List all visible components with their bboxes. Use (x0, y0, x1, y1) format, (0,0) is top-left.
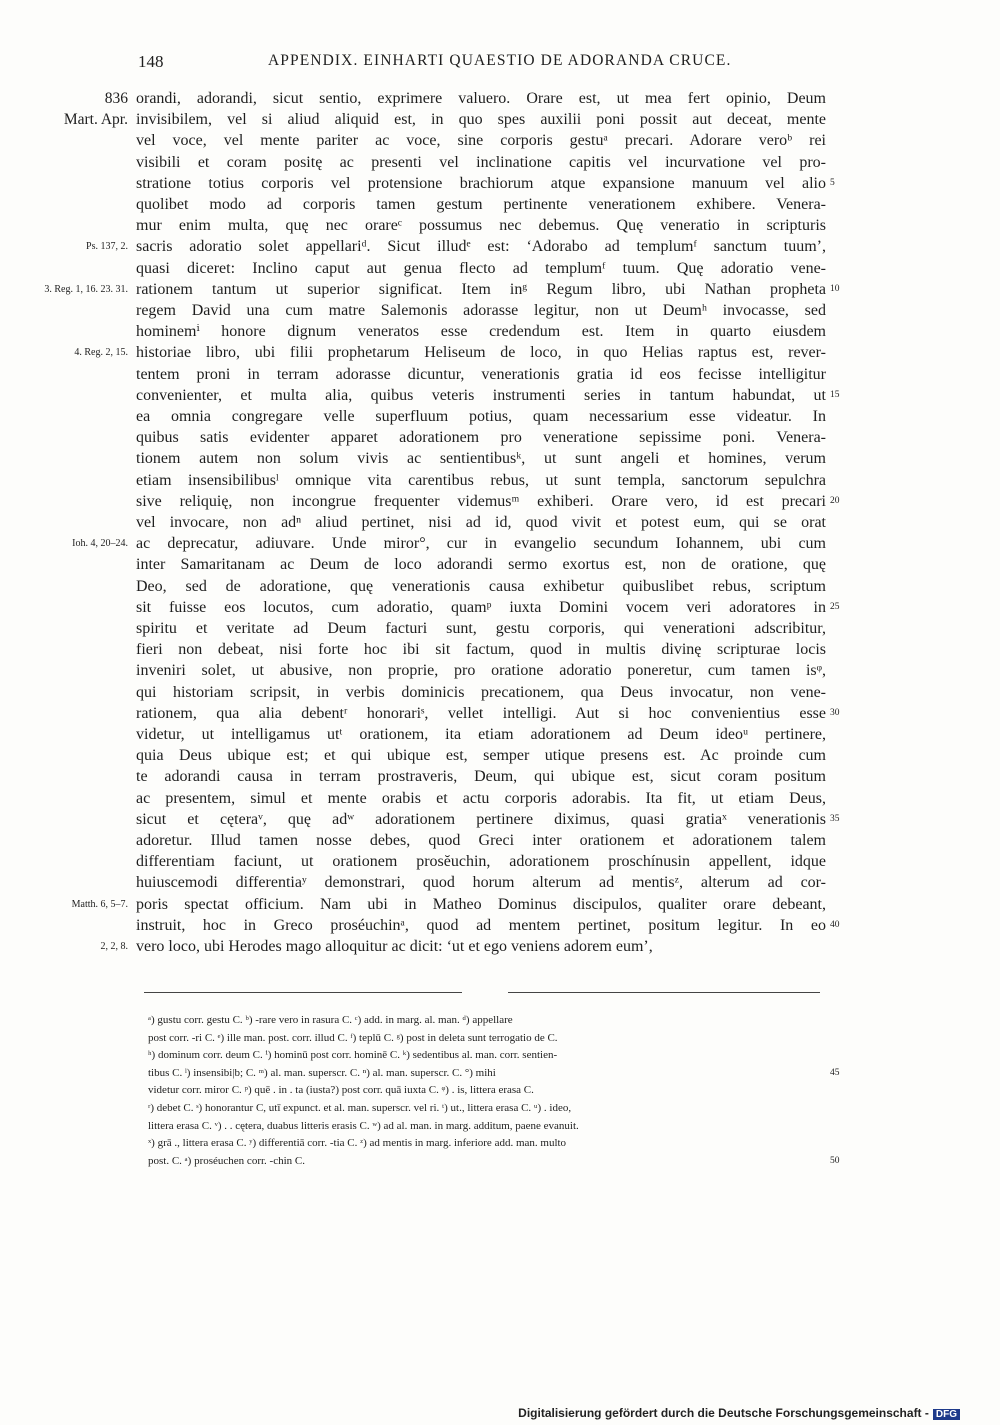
text-line (0, 554, 1000, 575)
line-number: 30 (830, 707, 840, 718)
text-line (0, 936, 1000, 957)
page-number: 148 (138, 52, 164, 71)
line-number: 5 (830, 177, 835, 188)
text-line (0, 279, 1000, 300)
text-line (0, 724, 1000, 745)
text-line (0, 448, 1000, 469)
footnote-line: post. C. ᵃ) proséuchen corr. -chin C. (148, 1154, 305, 1167)
text-line (0, 512, 1000, 533)
line-text: poris spectat officium. Nam ubi in Matheo Dominus discipulos, qualiter orare debeant, (136, 895, 826, 913)
footnote-line: videtur corr. miror C. ᵖ) quē . in . ta (iusta?) post corr. quā iuxta C. ᵠ) . is, littera erasa C. (148, 1084, 534, 1097)
running-header (138, 52, 838, 76)
line-text: visibili et coram positę ac presenti vel inclinatione capitis vel incurvatione vel pro- (136, 153, 826, 171)
line-text: sacris adoratio solet appellariᵈ. Sicut illudᵉ est: ‘Adorabo ad templumᶠ sanctum tuum’, (136, 238, 826, 256)
line-text: vel voce, vel mente pariter ac voce, sine corporis gestuᵃ precari. Adorare veroᵇ rei (136, 132, 826, 150)
line-text: quibus satis evidenter apparet adorationem pro veneratione sepissime poni. Venera- (136, 429, 826, 447)
line-text: rationem, qua alia debentʳ honorariˢ, vellet intelligi. Aut si hoc convenientius esse (136, 704, 826, 722)
text-line (0, 533, 1000, 554)
line-text: quolibet modo ad corporis tamen gestum pertinente venerationem exhibere. Venera- (136, 196, 826, 213)
text-line (0, 300, 1000, 321)
text-line (0, 385, 1000, 406)
text-line (0, 258, 1000, 279)
line-text: ac presentem, simul et mente orabis et actu corporis adorabis. Ita fit, ut etiam Deus, (136, 789, 826, 807)
text-line (0, 597, 1000, 618)
text-line (0, 703, 1000, 724)
running-title: APPENDIX. EINHARTI QUAESTIO DE ADORANDA CRUCE. (268, 52, 732, 69)
footnote-rule-right (508, 992, 820, 993)
line-text: tentem proni in terram adorasse dicuntur, venerationis gratia id eos fecisse intelligitur (136, 365, 826, 383)
line-text: sive reliquię, non incongrue frequenter videmusᵐ exhiberi. Orare vero, id est precari (136, 492, 826, 510)
text-line (0, 109, 1000, 130)
text-line (0, 830, 1000, 851)
line-text: sicut et cęteraᵛ, quę adʷ adorationem pertinere diximus, quasi gratiaˣ venerationis (136, 810, 826, 828)
text-line (0, 470, 1000, 491)
line-text: stratione totius corporis vel protensione brachiorum atque expansione manuum vel alio (136, 174, 826, 192)
line-text: fieri non debeat, nisi forte hoc ibi sit factum, quod in multis divinę scripturae locis (136, 641, 826, 659)
line-text: te adorandi causa in terram prostraveris, Deum, qui ubique est, sicut coram positum (136, 768, 826, 786)
footnote-line: tibus C. ˡ) insensibi|b; C. ᵐ) al. man. superscr. C. ⁿ) al. man. superscr. C. °) mihi (148, 1066, 496, 1079)
margin-reference: Matth. 6, 5–7. (71, 898, 128, 910)
footer-text: Digitalisierung gefördert durch die Deutsche Forschungsgemeinschaft - (518, 1406, 929, 1420)
text-line (0, 152, 1000, 173)
footnote-line: ˣ) grā ., littera erasa C. ʸ) differentiā corr. -tia C. ᶻ) ad mentis in marg. inferiore add. man. multo (148, 1137, 567, 1150)
line-text: quasi diceret: Inclino caput aut genua flecto ad templumᶠ tuum. Quę adoratio vene- (136, 259, 826, 277)
text-line (0, 173, 1000, 194)
margin-reference: 836 (104, 90, 128, 107)
text-line (0, 406, 1000, 427)
line-number: 35 (830, 813, 840, 824)
text-line (0, 894, 1000, 915)
dfg-logo: DFG (933, 1409, 960, 1420)
line-text: huiuscemodi differentiaʸ demonstrari, quod horum alterum ad mentisᶻ, alterum ad cor- (136, 874, 826, 892)
line-number: 25 (830, 601, 840, 612)
text-line (0, 872, 1000, 893)
margin-reference: 3. Reg. 1, 16. 23. 31. (44, 283, 128, 295)
footnote-line-number: 50 (830, 1155, 840, 1166)
text-line (0, 639, 1000, 660)
line-text: differentiam faciunt, ut orationem prosĕuchin, adorationem proschínusin appellent, idque (136, 853, 826, 871)
margin-reference: Ioh. 4, 20–24. (72, 538, 128, 550)
text-line (0, 682, 1000, 703)
line-text: spiritu et veritate ad Deum facturi sunt, gestu corporis, qui venerationi adscribitur, (136, 620, 826, 637)
line-number: 10 (830, 283, 840, 294)
text-line (0, 618, 1000, 639)
text-line (0, 915, 1000, 936)
line-text: etiam insensibilibusˡ omnique vita carentibus rebus, ut sunt templa, sanctorum sepulchra (136, 471, 826, 489)
line-text: videtur, ut intelligamus utᵗ orationem, ita etiam adorationem ad Deum ideoᵘ pertinere, (136, 726, 826, 743)
line-text: vero loco, ubi Herodes mago alloquitur ac dicit: ‘ut et ego veniens adorem eum’, (136, 938, 653, 955)
footnote-line: ʳ) debet C. ˢ) honorantur C, utī expunct. et al. man. superscr. vel ri. ᵗ) ut., littera erasa C. ᵘ) . ideo, (148, 1102, 572, 1114)
text-line (0, 88, 1000, 109)
line-text: qui historiam scripsit, in verbis dominicis precationem, qua Deus invocatur, non vene- (136, 683, 826, 701)
line-text: inveniri solet, ut abusive, non proprie, pro oratione adoratio poneretur, cum tamen isᵠ, (136, 662, 826, 680)
text-line (0, 766, 1000, 787)
line-text: instruit, hoc in Greco proséuchinᵃ, quod ad mentem pertinet, positum legitur. In eo (136, 916, 826, 934)
text-line (0, 321, 1000, 342)
line-text: quia Deus ubique est; et qui ubique est, semper utique presens est. Ac proinde cum (136, 747, 826, 765)
line-number: 15 (830, 389, 840, 400)
text-line (0, 427, 1000, 448)
text-line (0, 194, 1000, 215)
text-line (0, 660, 1000, 681)
text-line (0, 236, 1000, 257)
footnote-line: littera erasa C. ᵛ) . . cętera, duabus litteris erasis C. ʷ) ad al. man. in marg. additum, paene evanuit. (148, 1119, 579, 1132)
line-text: adoretur. Illud tamen nosse debes, quod Greci inter orationem et adorationem talem (136, 832, 826, 849)
line-text: mur enim multa, quę nec orareᶜ possumus nec debemus. Quę veneratio in scripturis (136, 217, 826, 235)
line-text: historiae libro, ubi filii prophetarum Heliseum de loco, in quo Helias raptus est, rever- (136, 344, 826, 362)
line-text: rationem tantum ut superior significat. Item inᵍ Regum libro, ubi Nathan propheta (136, 280, 826, 298)
text-line (0, 130, 1000, 151)
text-line (0, 788, 1000, 809)
footnote-line: post corr. -ri C. ᵉ) ille man. post. corr. illud C. ᶠ) teplū C. ᵍ) post in deleta sunt terrogatio de C. (148, 1031, 558, 1044)
footnote-rule-left (144, 992, 462, 993)
line-text: Deo, sed de adoratione, quę venerationis causa exhibetur quibuslibet rebus, scriptum (136, 577, 826, 595)
text-line (0, 215, 1000, 236)
line-text: sit fuisse eos locutos, cum adoratio, quamᵖ iuxta Domini vocem veri adoratores in (136, 598, 826, 616)
line-text: tionem autem non solum vivis ac sentientibusᵏ, ut sunt angeli et homines, verum (136, 450, 826, 468)
text-line (0, 851, 1000, 872)
text-line (0, 745, 1000, 766)
line-text: invisibilem, vel si aliud aliquid est, in quo spes auxilii poni possit aut deceat, mente (136, 111, 826, 129)
line-text: ea omnia congregare velle superfluum potius, quam necessarium esse videatur. In (136, 408, 826, 425)
text-line (0, 364, 1000, 385)
margin-reference: 2, 2, 8. (100, 941, 128, 952)
text-line (0, 576, 1000, 597)
margin-reference: Ps. 137, 2. (86, 241, 128, 253)
footnote-line: ᵃ) gustu corr. gestu C. ᵇ) -rare vero in rasura C. ᶜ) add. in marg. al. man. ᵈ) appellare (148, 1014, 513, 1026)
line-text: regem David una cum matre Salemonis adorasse legitur, non ut Deumʰ invocasse, sed (136, 302, 826, 319)
line-number: 20 (830, 495, 840, 506)
line-number: 40 (830, 919, 840, 930)
line-text: convenienter, et multa alia, quibus veteris instrumenti series in tantum habundat, ut (136, 386, 826, 404)
margin-reference: Mart. Apr. (63, 111, 128, 129)
footnote-line: ʰ) dominum corr. deum C. ⁱ) hominū post corr. hominē C. ᵏ) sedentibus al. man. corr. sentien- (148, 1049, 558, 1062)
margin-reference: 4. Reg. 2, 15. (74, 347, 128, 359)
text-line (0, 809, 1000, 830)
line-text: ac deprecatur, adiuvare. Unde miror°, cur in evangelio secundum Iohannem, ubi cum (136, 535, 826, 553)
line-text: hominemⁱ honore dignum veneratos esse credendum est. Item in quarto eiusdem (136, 323, 826, 341)
line-text: inter Samaritanam ac Deum de loco adorandi sermo exortus est, non de oratione, quę (136, 556, 826, 574)
text-line (0, 342, 1000, 363)
line-text: vel invocare, non adⁿ aliud pertinet, nisi ad id, quod vivit et potest eum, qui se orat (136, 514, 826, 531)
digitization-footer (518, 1406, 960, 1420)
footnote-line-number: 45 (830, 1067, 840, 1078)
text-line (0, 491, 1000, 512)
line-text: orandi, adorandi, sicut sentio, exprimere valuero. Orare est, ut mea fert opinio, Deum (136, 90, 826, 107)
